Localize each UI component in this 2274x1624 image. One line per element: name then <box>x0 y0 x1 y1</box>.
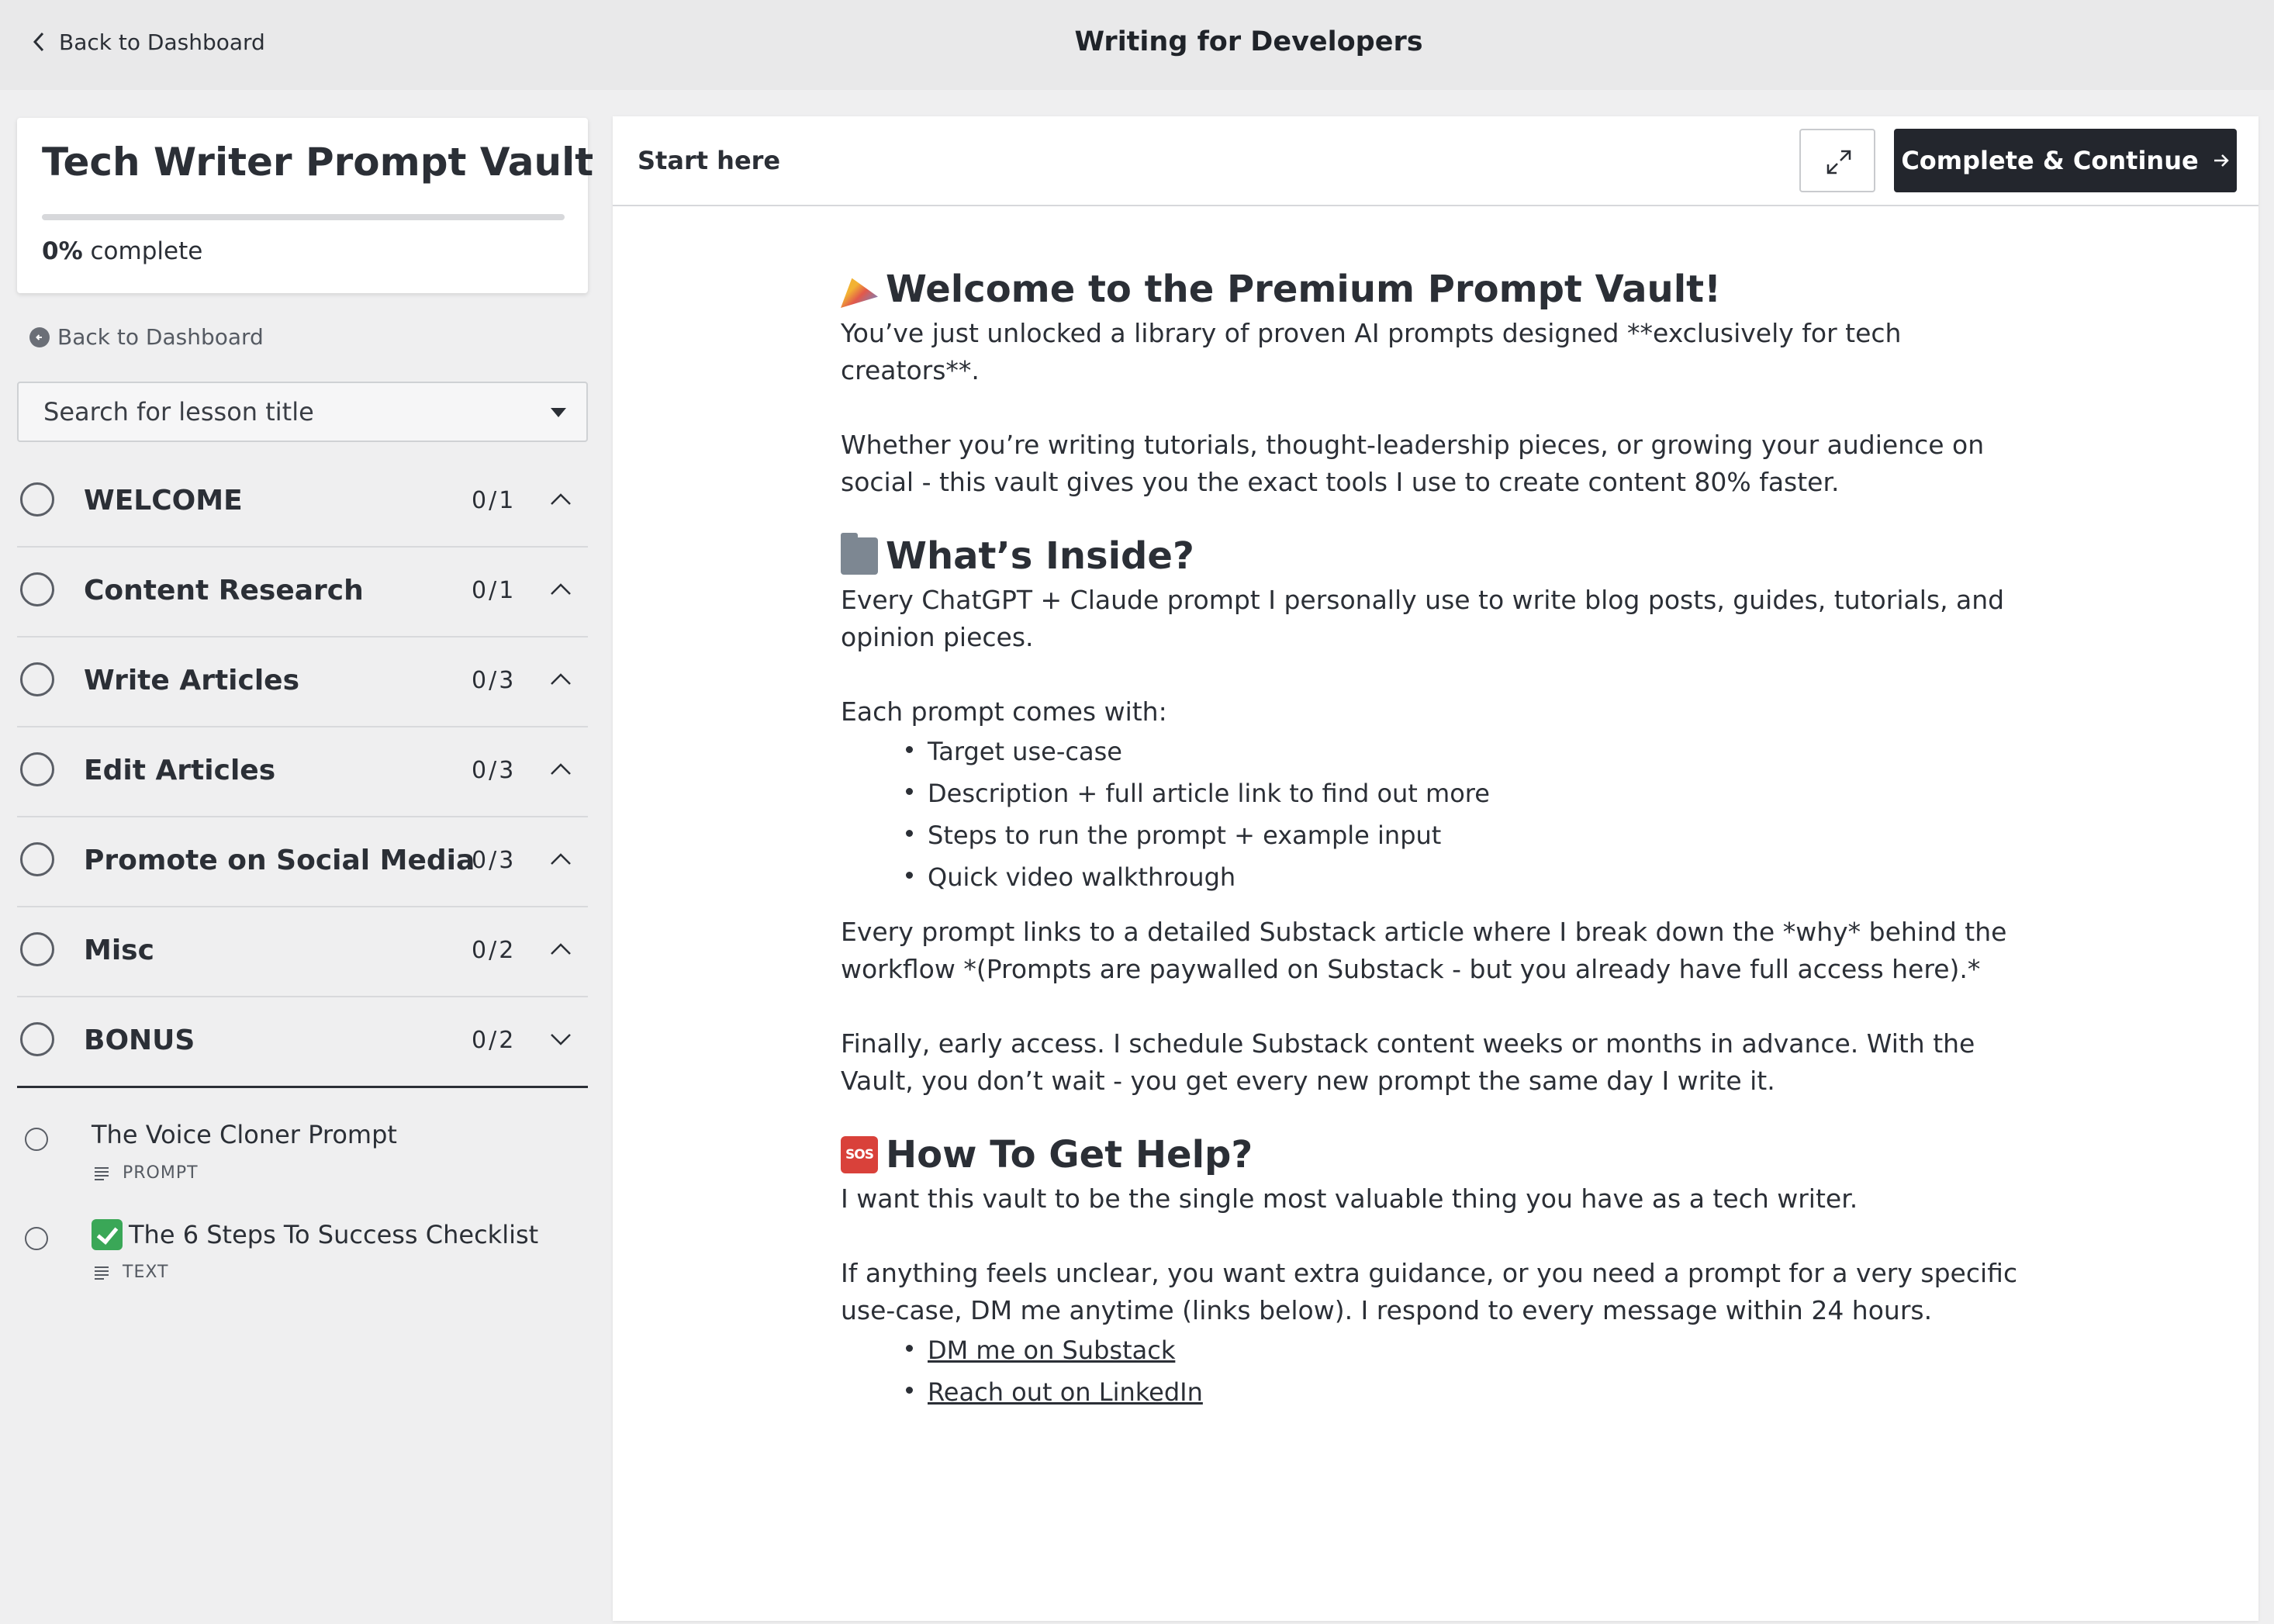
whats-inside-heading <box>841 530 2035 582</box>
lesson-header <box>613 116 2258 206</box>
circle-outline-icon <box>20 482 54 517</box>
section-promote-on-social-media[interactable] <box>17 817 588 907</box>
lesson-type <box>93 1263 168 1282</box>
valuable-paragraph: I want this vault to be the single most valuable thing you have as a tech writer. <box>841 1183 1858 1214</box>
section-name: Promote on Social Media <box>84 845 475 876</box>
section-count: 0/2 <box>472 937 517 964</box>
chevron-left-icon <box>31 30 47 54</box>
heading-text: How To Get Help? <box>886 1133 1253 1177</box>
circle-outline-icon <box>20 1022 54 1056</box>
circle-outline-icon <box>20 572 54 606</box>
back-to-dashboard-link[interactable] <box>31 0 265 84</box>
section-count: 0/3 <box>472 757 517 784</box>
chevron-up-icon[interactable] <box>549 760 572 779</box>
chevron-up-icon[interactable] <box>549 490 572 509</box>
prompt-description-paragraph: Every ChatGPT + Claude prompt I personally use to write blog posts, guides, tutorials, and opinion pieces. <box>841 585 2005 652</box>
party-popper-icon <box>841 271 878 308</box>
progress-text <box>42 237 202 265</box>
help-links-list <box>841 1329 2035 1413</box>
lesson-panel <box>613 116 2258 1621</box>
lesson-title <box>92 1120 397 1149</box>
circle-outline-icon <box>20 752 54 786</box>
progress-suffix: complete <box>90 237 203 265</box>
top-bar <box>0 0 2274 90</box>
chevron-down-icon[interactable] <box>549 1030 572 1049</box>
progress-bar <box>42 214 565 220</box>
section-name: Write Articles <box>84 665 300 696</box>
section-content-research[interactable] <box>17 548 588 638</box>
welcome-heading <box>841 264 2035 315</box>
sidebar-back-to-dashboard-link[interactable] <box>29 324 264 350</box>
section-welcome[interactable] <box>17 458 588 548</box>
arrow-right-icon <box>2213 152 2230 169</box>
complete-and-continue-label: Complete & Continue <box>1901 146 2199 175</box>
chevron-up-icon[interactable] <box>549 850 572 869</box>
section-count: 0/3 <box>472 847 517 874</box>
expand-button[interactable] <box>1799 129 1875 192</box>
circle-arrow-left-icon <box>29 327 50 347</box>
section-write-articles[interactable] <box>17 638 588 727</box>
section-misc[interactable] <box>17 907 588 997</box>
circle-outline-icon <box>25 1128 48 1151</box>
progress-percent: 0% <box>42 237 83 265</box>
section-name: Content Research <box>84 575 364 606</box>
feature-list <box>841 731 2035 898</box>
linkedin-link[interactable]: Reach out on LinkedIn <box>928 1377 1203 1407</box>
expand-icon <box>1825 148 1853 176</box>
section-name: Misc <box>84 935 154 966</box>
section-name: BONUS <box>84 1025 195 1056</box>
substack-paragraph: Every prompt links to a detailed Substack article where I break down the *why* behind the workflow *(Prompts are paywalled on Substack - but you already have full access here).* <box>841 917 2007 984</box>
lesson-type-label: TEXT <box>123 1263 169 1282</box>
section-count: 0/2 <box>472 1027 517 1054</box>
caret-down-icon <box>551 408 566 417</box>
lesson-title <box>92 1219 538 1250</box>
circle-outline-icon <box>25 1227 48 1250</box>
chevron-up-icon[interactable] <box>549 940 572 959</box>
section-count: 0/3 <box>472 667 517 694</box>
section-edit-articles[interactable] <box>17 727 588 817</box>
purpose-paragraph: Whether you’re writing tutorials, thought-leadership pieces, or growing your audience on social - this vault gives you the exact tools I use to create content 80% faster. <box>841 430 1985 497</box>
chevron-up-icon[interactable] <box>549 670 572 689</box>
sidebar-back-label: Back to Dashboard <box>57 324 264 350</box>
lesson-item-6-steps-checklist[interactable] <box>17 1211 588 1297</box>
get-help-heading <box>841 1129 2035 1180</box>
dm-substack-link[interactable]: DM me on Substack <box>928 1335 1176 1365</box>
lesson-title-text: The 6 Steps To Success Checklist <box>129 1220 539 1249</box>
check-mark-emoji-icon <box>92 1219 123 1250</box>
heading-text: What’s Inside? <box>886 534 1194 578</box>
lesson-breadcrumb: Start here <box>638 146 781 175</box>
heading-text: Welcome to the Premium Prompt Vault! <box>886 268 1721 311</box>
lesson-item-voice-cloner-prompt[interactable] <box>17 1112 588 1197</box>
chevron-up-icon[interactable] <box>549 580 572 599</box>
lesson-title-text: The Voice Cloner Prompt <box>92 1120 397 1149</box>
course-name: Tech Writer Prompt Vault <box>42 140 594 185</box>
text-lines-icon <box>93 1265 110 1280</box>
section-bonus[interactable] <box>17 997 588 1088</box>
sos-icon: SOS <box>841 1136 878 1173</box>
lesson-type-label: PROMPT <box>123 1163 199 1183</box>
folder-icon <box>841 537 878 575</box>
complete-and-continue-button[interactable] <box>1894 129 2237 192</box>
section-name: WELCOME <box>84 485 243 517</box>
list-item: Steps to run the prompt + example input <box>928 814 2035 856</box>
circle-outline-icon <box>20 662 54 696</box>
intro-paragraph: You’ve just unlocked a library of proven AI prompts designed **exclusively for tech creators**. <box>841 318 1902 385</box>
section-count: 0/1 <box>472 487 517 514</box>
section-count: 0/1 <box>472 577 517 604</box>
circle-outline-icon <box>20 842 54 876</box>
circle-outline-icon <box>20 932 54 966</box>
section-list <box>17 458 588 1088</box>
list-item: Description + full article link to find out more <box>928 772 2035 814</box>
lesson-search-placeholder: Search for lesson title <box>43 397 314 427</box>
list-item <box>928 1371 2035 1413</box>
course-title: Writing for Developers <box>1074 26 1423 57</box>
contact-paragraph: If anything feels unclear, you want extra guidance, or you need a prompt for a very specific use-case, DM me anytime (links below). I respond to every message within 24 hours. <box>841 1258 2018 1325</box>
section-name: Edit Articles <box>84 755 276 786</box>
lesson-type <box>93 1163 199 1183</box>
course-progress-card <box>17 118 594 293</box>
early-access-paragraph: Finally, early access. I schedule Substack content weeks or months in advance. With the Vault, you don’t wait - you get every new prompt the same day I write it. <box>841 1028 1975 1096</box>
list-item: Target use-case <box>928 731 2035 772</box>
list-item: Quick video walkthrough <box>928 856 2035 898</box>
lesson-search-dropdown[interactable] <box>17 382 588 442</box>
back-to-dashboard-label: Back to Dashboard <box>59 29 265 55</box>
prompt-comes-with-paragraph: Each prompt comes with: <box>841 696 1167 727</box>
text-lines-icon <box>93 1166 110 1181</box>
lesson-content <box>841 264 2035 1413</box>
list-item <box>928 1329 2035 1371</box>
